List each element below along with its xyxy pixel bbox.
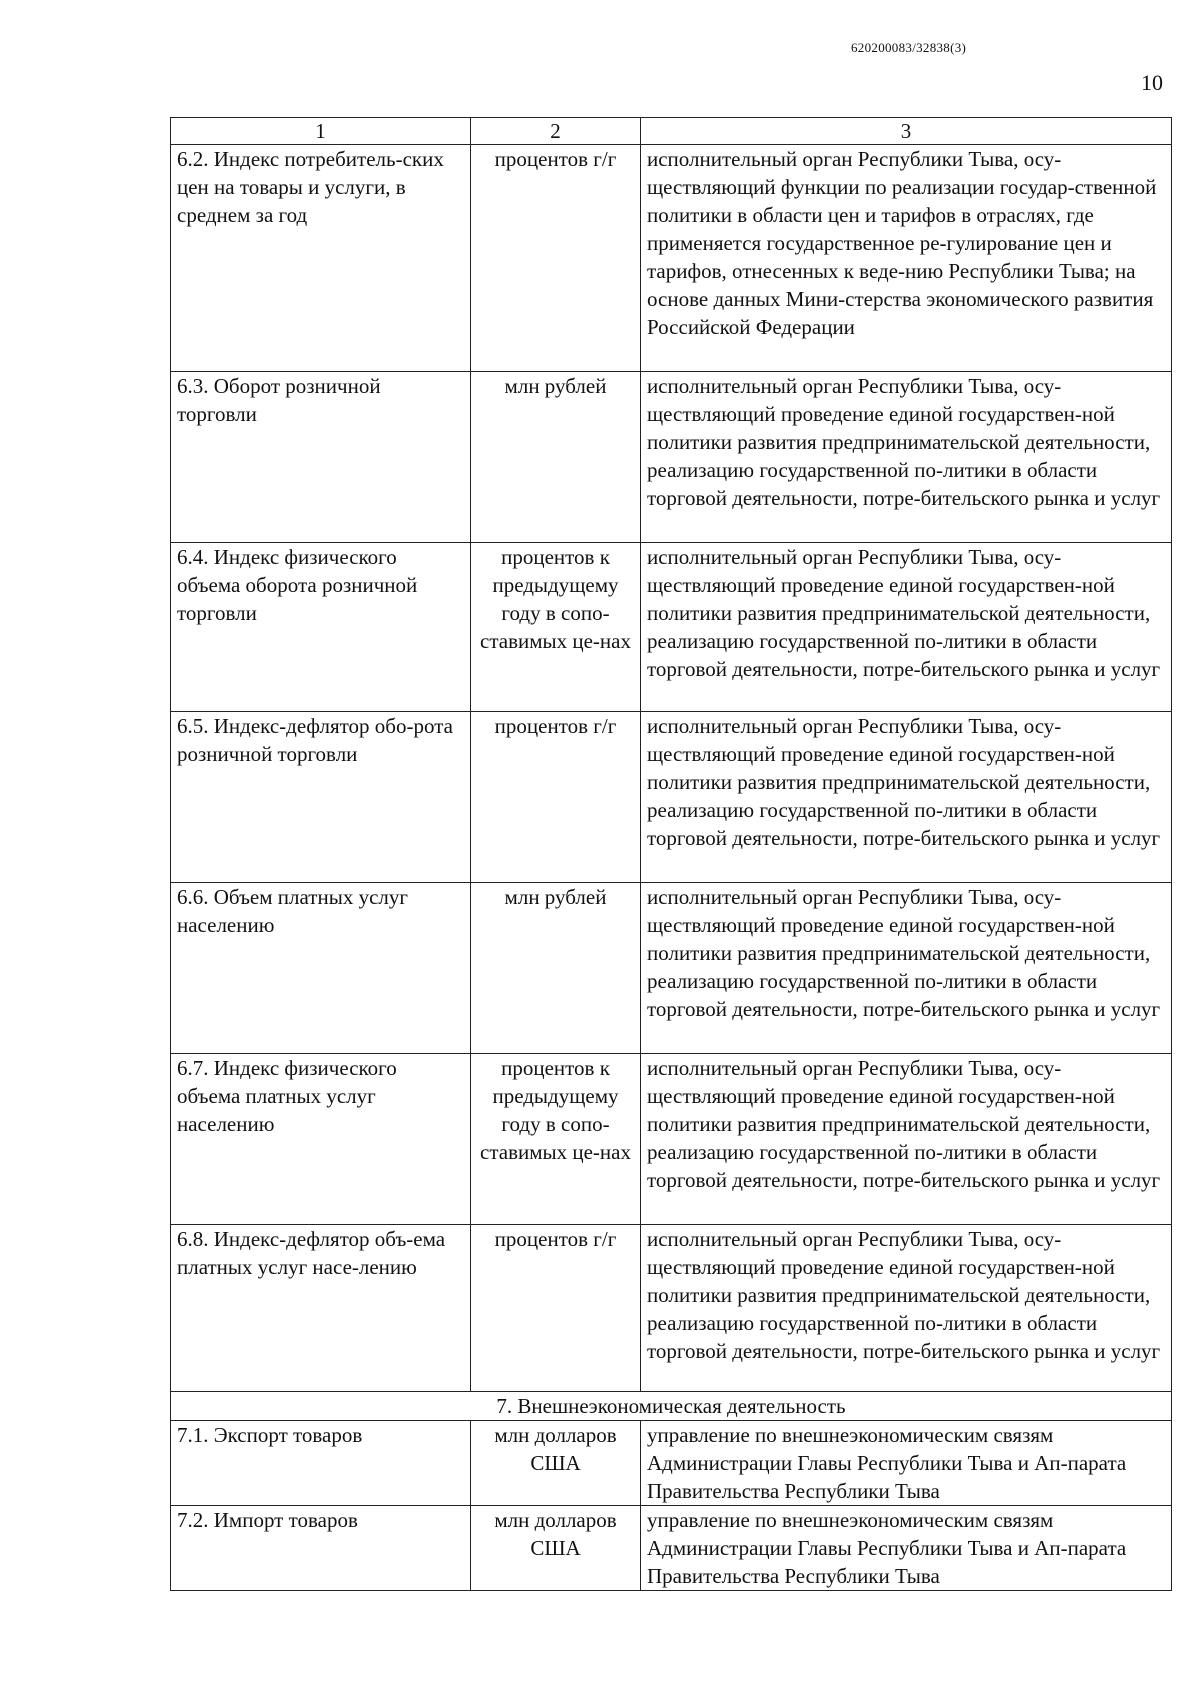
unit-cell: процентов г/г bbox=[471, 145, 641, 372]
responsible-cell: исполнительный орган Республики Тыва, осу-ществляющий проведение единой государствен-ной политики развития предпринимательской деятельности, реализацию государственной по-литики в области торговой деятельности, потре-бительского рынка и услуг bbox=[641, 712, 1172, 883]
table-row bbox=[171, 1421, 1172, 1506]
table-row bbox=[171, 1506, 1172, 1591]
section-row bbox=[171, 1392, 1172, 1421]
table-row bbox=[171, 543, 1172, 712]
unit-cell: млн долларов США bbox=[471, 1506, 641, 1591]
indicator-cell: 6.5. Индекс-дефлятор обо-рота розничной торговли bbox=[171, 712, 471, 883]
document-number: 620200083/32838(3) bbox=[851, 40, 967, 55]
table-row bbox=[171, 883, 1172, 1054]
indicator-cell: 6.6. Объем платных услуг населению bbox=[171, 883, 471, 1054]
unit-cell: процентов к предыдущему году в сопо-ставимых це-нах bbox=[471, 543, 641, 712]
indicator-cell: 6.8. Индекс-дефлятор объ-ема платных услуг насе-лению bbox=[171, 1225, 471, 1392]
column-header: 1 bbox=[171, 118, 471, 145]
unit-cell: млн долларов США bbox=[471, 1421, 641, 1506]
unit-cell: процентов к предыдущему году в сопо-ставимых це-нах bbox=[471, 1054, 641, 1225]
responsible-cell: управление по внешнеэкономическим связям Администрации Главы Республики Тыва и Ап-парата Правительства Республики Тыва bbox=[641, 1506, 1172, 1591]
indicator-cell: 6.3. Оборот розничной торговли bbox=[171, 372, 471, 543]
section-title: 7. Внешнеэкономическая деятельность bbox=[171, 1392, 1172, 1421]
table-row bbox=[171, 1054, 1172, 1225]
indicator-cell: 6.7. Индекс физического объема платных услуг населению bbox=[171, 1054, 471, 1225]
responsible-cell: исполнительный орган Республики Тыва, осу-ществляющий проведение единой государствен-ной политики развития предпринимательской деятельности, реализацию государственной по-литики в области торговой деятельности, потре-бительского рынка и услуг bbox=[641, 1054, 1172, 1225]
indicator-cell: 7.2. Импорт товаров bbox=[171, 1506, 471, 1591]
responsible-cell: управление по внешнеэкономическим связям Администрации Главы Республики Тыва и Ап-парата Правительства Республики Тыва bbox=[641, 1421, 1172, 1506]
responsible-cell: исполнительный орган Республики Тыва, осу-ществляющий функции по реализации государ-ственной политики в области цен и тарифов в отраслях, где применяется государственное ре-гулирование цен и тарифов, отнесенных к веде-нию Республики Тыва; на основе данных Мини-стерства экономического развития Российской Федерации bbox=[641, 145, 1172, 372]
unit-cell: процентов г/г bbox=[471, 712, 641, 883]
responsible-cell: исполнительный орган Республики Тыва, осу-ществляющий проведение единой государствен-ной политики развития предпринимательской деятельности, реализацию государственной по-литики в области торговой деятельности, потре-бительского рынка и услуг bbox=[641, 543, 1172, 712]
unit-cell: процентов г/г bbox=[471, 1225, 641, 1392]
responsible-cell: исполнительный орган Республики Тыва, осу-ществляющий проведение единой государствен-ной политики развития предпринимательской деятельности, реализацию государственной по-литики в области торговой деятельности, потре-бительского рынка и услуг bbox=[641, 883, 1172, 1054]
responsible-cell: исполнительный орган Республики Тыва, осу-ществляющий проведение единой государствен-ной политики развития предпринимательской деятельности, реализацию государственной по-литики в области торговой деятельности, потре-бительского рынка и услуг bbox=[641, 1225, 1172, 1392]
table-row bbox=[171, 1225, 1172, 1392]
table-row bbox=[171, 712, 1172, 883]
responsible-cell: исполнительный орган Республики Тыва, осу-ществляющий проведение единой государствен-ной политики развития предпринимательской деятельности, реализацию государственной по-литики в области торговой деятельности, потре-бительского рынка и услуг bbox=[641, 372, 1172, 543]
column-header: 2 bbox=[471, 118, 641, 145]
indicator-cell: 6.4. Индекс физического объема оборота розничной торговли bbox=[171, 543, 471, 712]
table-row bbox=[171, 145, 1172, 372]
column-number-row bbox=[171, 118, 1172, 145]
indicator-cell: 7.1. Экспорт товаров bbox=[171, 1421, 471, 1506]
table-row bbox=[171, 372, 1172, 543]
indicator-cell: 6.2. Индекс потребитель-ских цен на товары и услуги, в среднем за год bbox=[171, 145, 471, 372]
unit-cell: млн рублей bbox=[471, 883, 641, 1054]
column-header: 3 bbox=[641, 118, 1172, 145]
indicators-table bbox=[170, 117, 1172, 1591]
unit-cell: млн рублей bbox=[471, 372, 641, 543]
page-number: 10 bbox=[1141, 70, 1163, 95]
